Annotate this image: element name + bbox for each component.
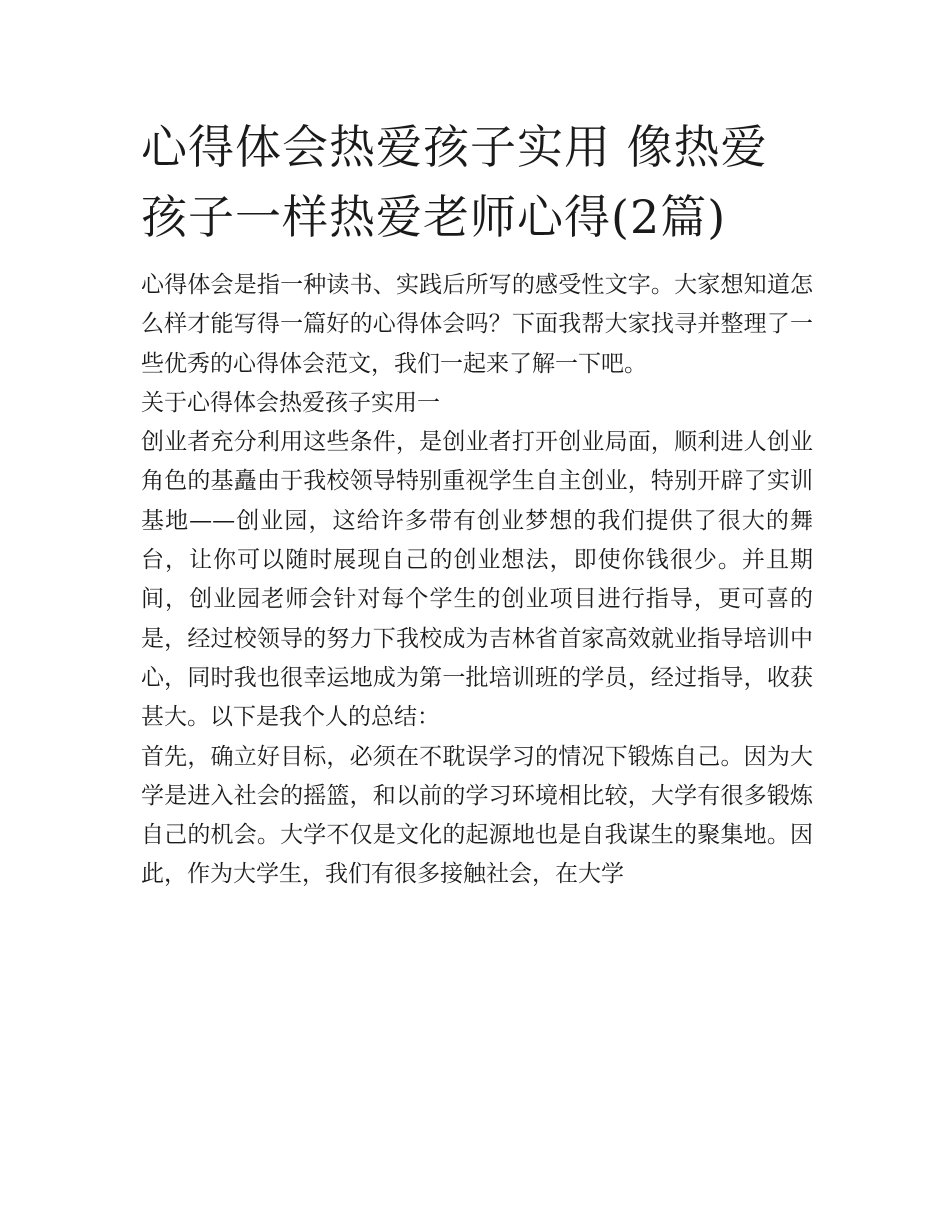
document-page xyxy=(141,112,813,895)
document-body xyxy=(141,266,813,895)
section-heading: 关于心得体会热爱孩子实用一 xyxy=(141,389,440,416)
body-paragraph: 首先，确立好目标，必须在不耽误学习的情况下锻炼自己。因为大学是进入社会的摇篮，和以前的学习环境相比较，大学有很多锻炼自己的机会。大学不仅是文化的起源地也是自我谋生的聚集地。因此，作为大学生，我们有很多接触社会，在大学 xyxy=(141,743,813,888)
document-title: 心得体会热爱孩子实用 像热爱孩子一样热爱老师心得(2篇) xyxy=(141,120,768,244)
body-paragraph: 创业者充分利用这些条件，是创业者打开创业局面，顺利进人创业角色的基矗由于我校领导特别重视学生自主创业，特别开辟了实训基地——创业园，这给许多带有创业梦想的我们提供了很大的舞台，让你可以随时展现自己的创业想法，即使你钱很少。并且期间，创业园老师会针对每个学生的创业项目进行指导，更可喜的是，经过校领导的努力下我校成为吉林省首家高效就业指导培训中心，同时我也很幸运地成为第一批培训班的学员，经过指导，收获甚大。以下是我个人的总结： xyxy=(141,429,813,731)
intro-paragraph: 心得体会是指一种读书、实践后所写的感受性文字。大家想知道怎么样才能写得一篇好的心得体会吗？下面我帮大家找寻并整理了一些优秀的心得体会范文，我们一起来了解一下吧。 xyxy=(141,272,813,377)
